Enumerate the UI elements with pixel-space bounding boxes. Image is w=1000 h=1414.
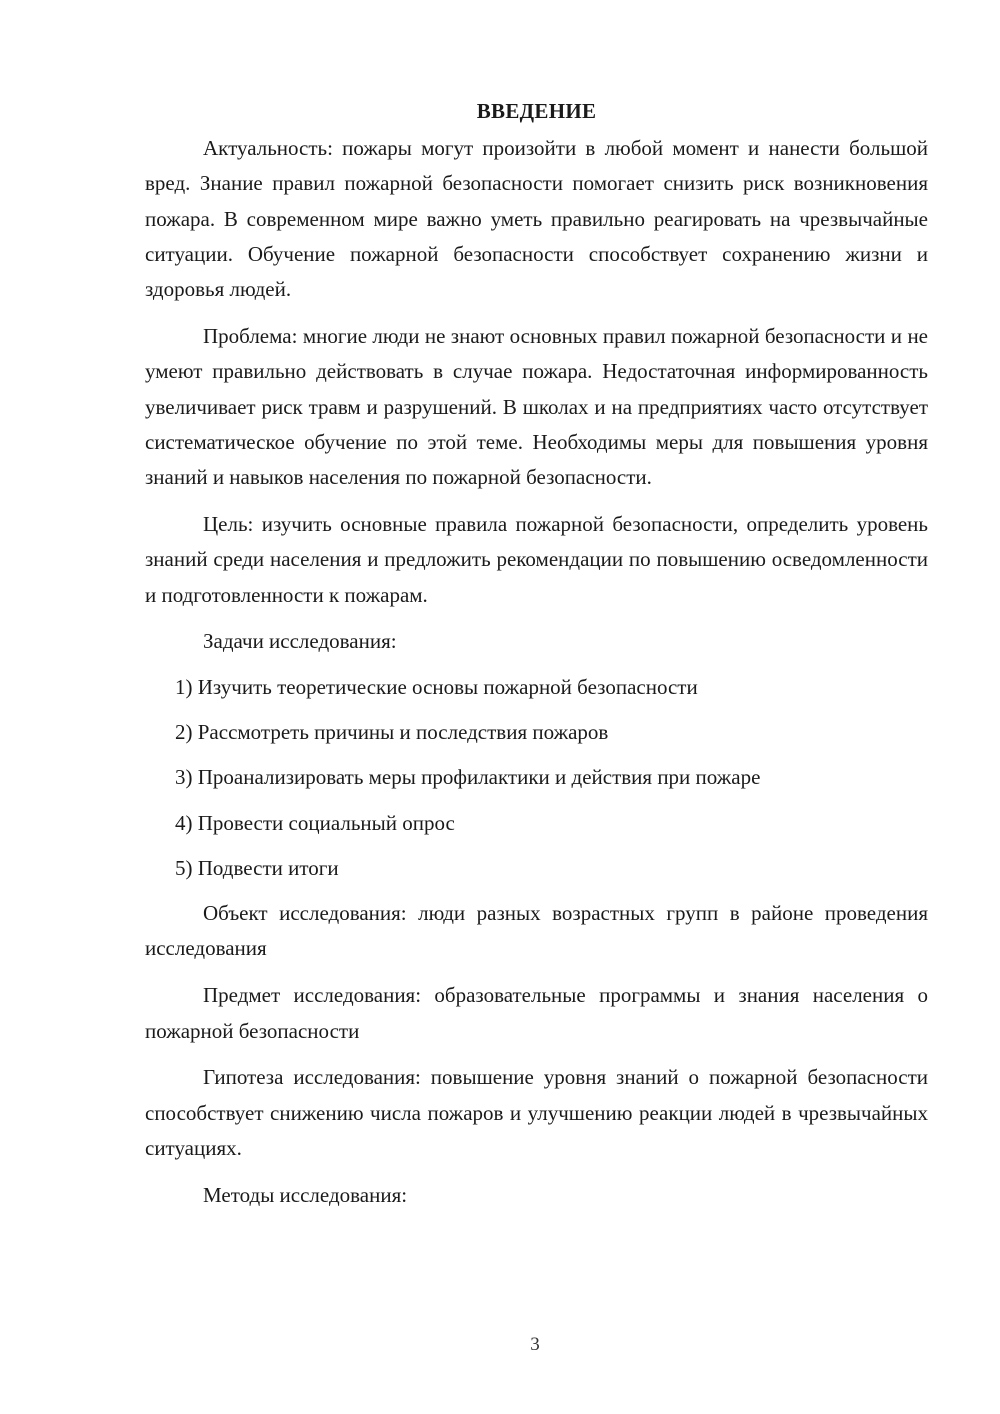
paragraph-subject: Предмет исследования: образовательные программы и знания населения о пожарной безопасности	[145, 983, 928, 1043]
paragraph-problem: Проблема: многие люди не знают основных правил пожарной безопасности и не умеют правильно действовать в случае пожара. Недостаточная информированность увеличивает риск травм и разрушений. В школах и на предприятиях часто отсутствует систематическое обучение по этой теме. Необходимы меры для повышения уровня знаний и навыков населения по пожарной безопасности.	[145, 323, 928, 490]
paragraph-goal: Цель: изучить основные правила пожарной безопасности, определить уровень знаний среди населения и предложить рекомендации по повышению осведомленности и подготовленности к пожарам.	[145, 511, 928, 607]
page-title: ВВЕДЕНИЕ	[476, 99, 597, 123]
list-item: 2) Рассмотреть причины и последствия пожаров	[175, 719, 609, 744]
document-page	[145, 94, 928, 1223]
list-item: 5) Подвести итоги	[175, 855, 339, 880]
page-number: 3	[530, 1334, 540, 1355]
list-item: 3) Проанализировать меры профилактики и действия при пожаре	[175, 765, 761, 790]
paragraph-relevance: Актуальность: пожары могут произойти в любой момент и нанести большой вред. Знание правил пожарной безопасности помогает снизить риск возникновения пожара. В современном мире важно уметь правильно реагировать на чрезвычайные ситуации. Обучение пожарной безопасности способствует сохранению жизни и здоровья людей.	[145, 136, 928, 302]
paragraph-hypothesis: Гипотеза исследования: повышение уровня знаний о пожарной безопасности способствует снижению числа пожаров и улучшению реакции людей в чрезвычайных ситуациях.	[145, 1065, 928, 1160]
methods-heading: Методы исследования:	[203, 1182, 408, 1207]
list-item: 4) Провести социальный опрос	[175, 810, 455, 835]
tasks-heading: Задачи исследования:	[203, 629, 397, 654]
list-item: 1) Изучить теоретические основы пожарной безопасности	[175, 674, 698, 699]
tasks-list	[145, 670, 928, 886]
paragraph-object: Объект исследования: люди разных возрастных групп в районе проведения исследования	[145, 901, 928, 961]
